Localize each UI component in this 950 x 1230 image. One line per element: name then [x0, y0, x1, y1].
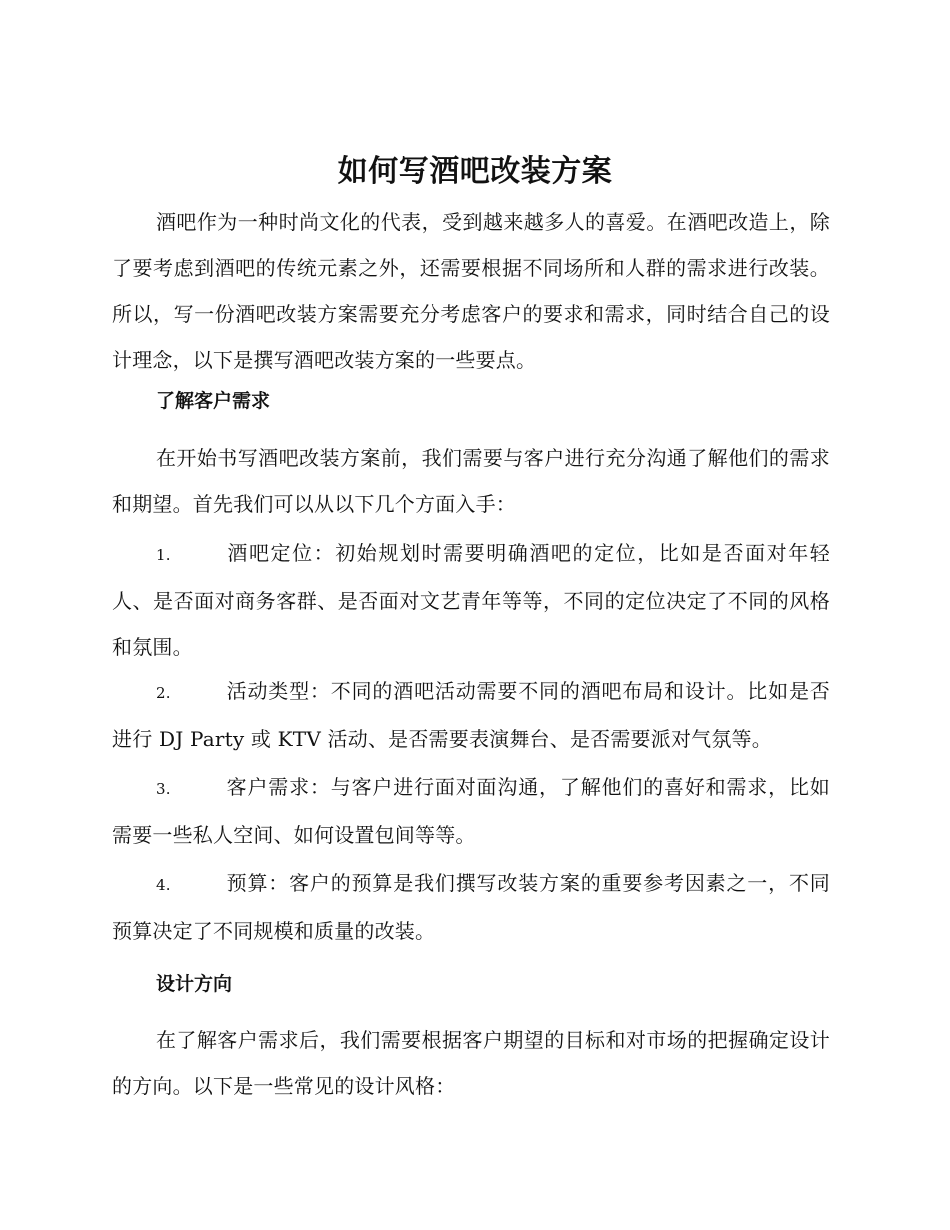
- list-number: 3.: [156, 780, 171, 798]
- design-direction-paragraph: 在了解客户需求后，我们需要根据客户期望的目标和对市场的把握确定设计的方向。以下是一些常见的设计风格：: [112, 1028, 830, 1098]
- list-text: 酒吧定位：初始规划时需要明确酒吧的定位，比如是否面对年轻人、是否面对商务客群、是否面对文艺青年等等，不同的定位决定了不同的风格和氛围。: [112, 541, 830, 659]
- list-item: [112, 530, 830, 670]
- list-text: 客户需求：与客户进行面对面沟通，了解他们的喜好和需求，比如需要一些私人空间、如何设置包间等等。: [112, 775, 830, 847]
- list-text: 预算：客户的预算是我们撰写改装方案的重要参考因素之一，不同预算决定了不同规模和质量的改装。: [112, 871, 830, 943]
- list-number: 1.: [156, 546, 171, 564]
- list-item: [112, 860, 830, 954]
- list-number: 4.: [156, 876, 171, 894]
- list-item: [112, 764, 830, 858]
- section-heading-design-direction: 设计方向: [156, 973, 233, 995]
- list-text: 活动类型：不同的酒吧活动需要不同的酒吧布局和设计。比如是否进行 DJ Party 或 KTV 活动、是否需要表演舞台、是否需要派对气氛等。: [112, 679, 830, 751]
- list-number: 2.: [156, 684, 171, 702]
- document-title: 如何写酒吧改装方案: [337, 154, 613, 189]
- list-item: [112, 668, 830, 762]
- intro-paragraph: 酒吧作为一种时尚文化的代表，受到越来越多人的喜爱。在酒吧改造上，除了要考虑到酒吧的传统元素之外，还需要根据不同场所和人群的需求进行改装。所以，写一份酒吧改装方案需要充分考虑客户的要求和需求，同时结合自己的设计理念，以下是撰写酒吧改装方案的一些要点。: [112, 210, 830, 372]
- customer-needs-paragraph: 在开始书写酒吧改装方案前，我们需要与客户进行充分沟通了解他们的需求和期望。首先我们可以从以下几个方面入手：: [112, 446, 830, 516]
- section-heading-customer-needs: 了解客户需求: [156, 390, 271, 412]
